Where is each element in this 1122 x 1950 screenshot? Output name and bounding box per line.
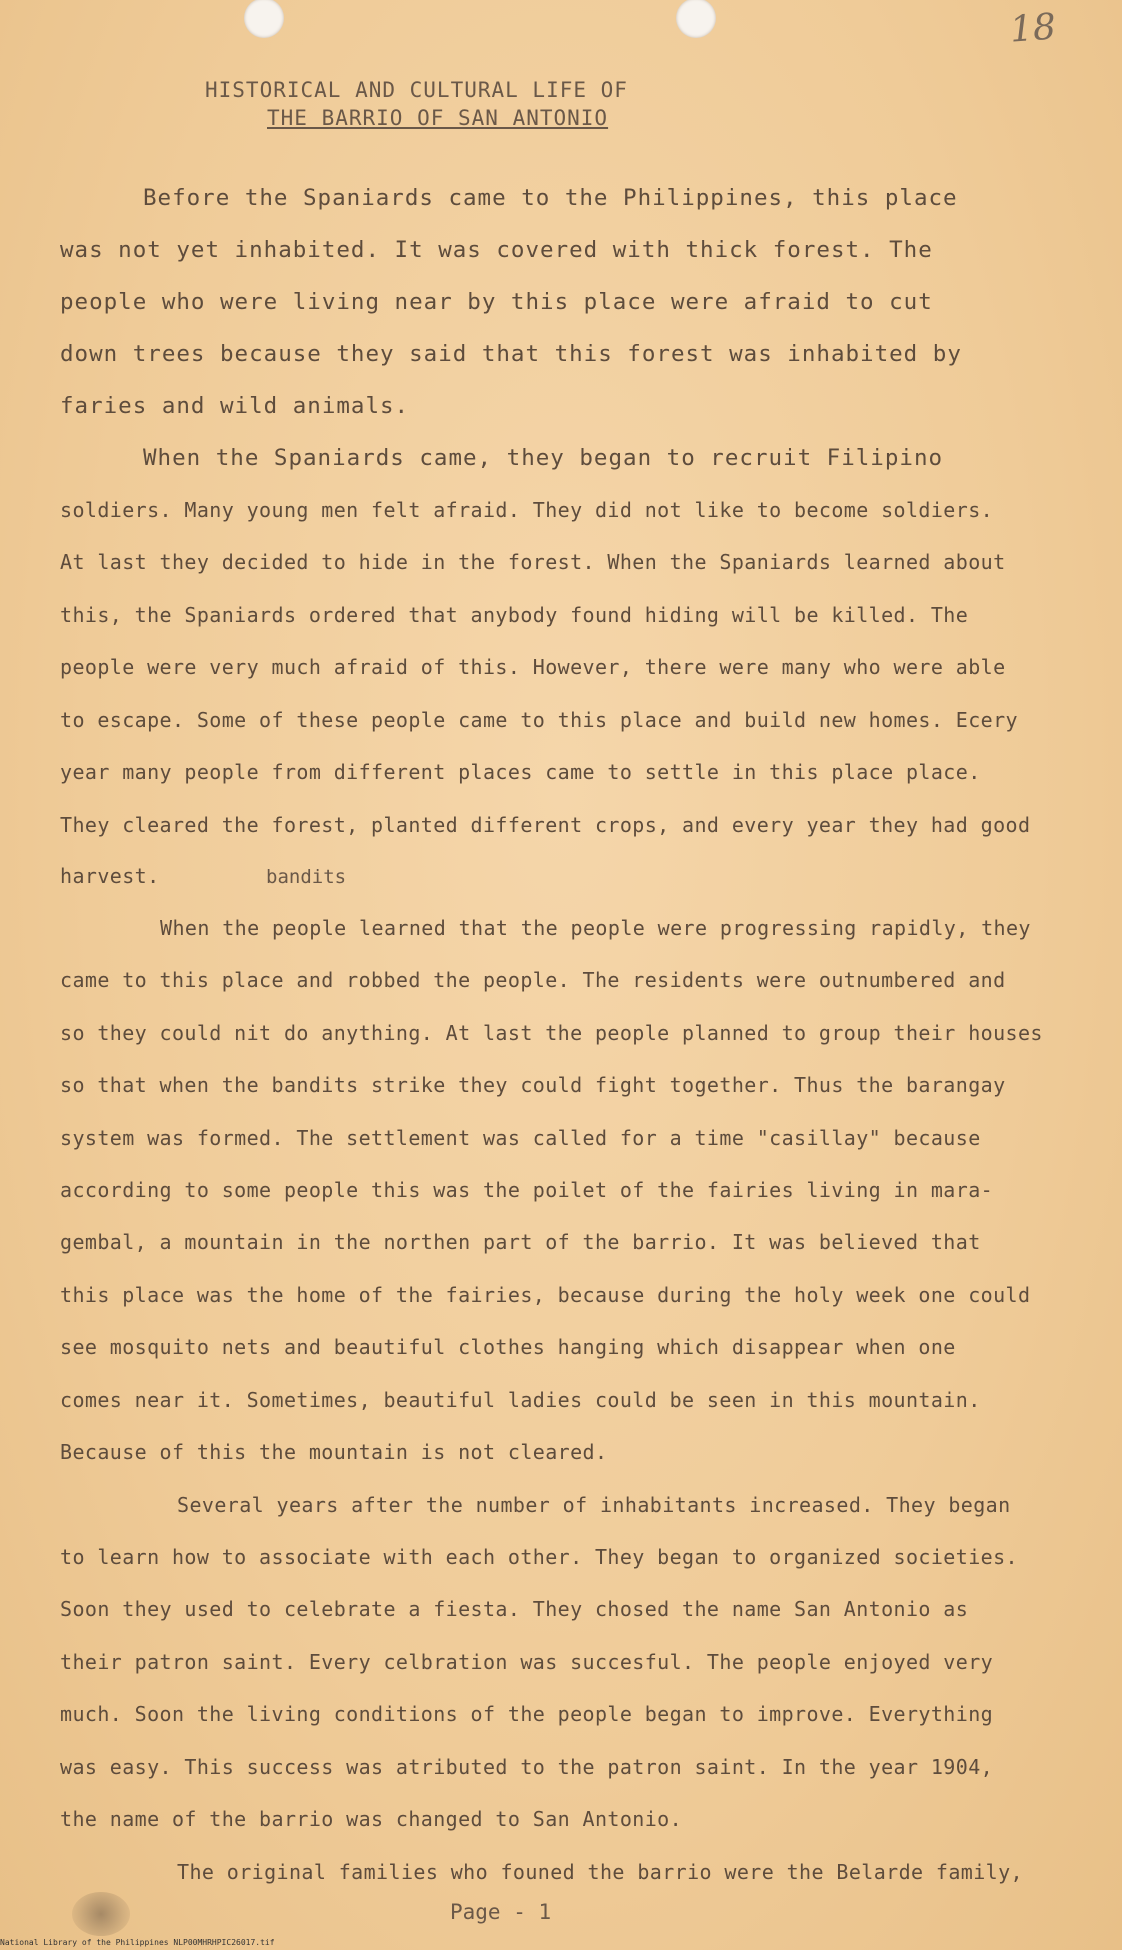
body-line: so that when the bandits strike they could fight together. Thus the barangay xyxy=(60,1073,1006,1097)
body-line: Because of this the mountain is not cleared. xyxy=(60,1440,608,1464)
punch-hole-right xyxy=(676,0,716,38)
body-line: Before the Spaniards came to the Philippines, this place xyxy=(143,185,958,211)
body-line: gembal, a mountain in the northen part of the barrio. It was believed that xyxy=(60,1230,981,1254)
title-line-1: HISTORICAL AND CULTURAL LIFE OF xyxy=(205,78,628,102)
ink-smudge xyxy=(72,1892,130,1936)
body-line: At last they decided to hide in the forest. When the Spaniards learned about xyxy=(60,550,1006,574)
body-line: When the people learned that the people were progressing rapidly, they xyxy=(160,916,1031,940)
body-line: much. Soon the living conditions of the people began to improve. Everything xyxy=(60,1702,994,1726)
body-line: people were very much afraid of this. However, there were many who were able xyxy=(60,655,1006,679)
body-line: the name of the barrio was changed to San Antonio. xyxy=(60,1807,683,1831)
body-line: When the Spaniards came, they began to recruit Filipino xyxy=(143,445,944,471)
body-line: faries and wild animals. xyxy=(60,393,410,419)
body-line: comes near it. Sometimes, beautiful ladies could be seen in this mountain. xyxy=(60,1388,981,1412)
body-line: was easy. This success was atributed to the patron saint. In the year 1904, xyxy=(60,1755,994,1779)
handwritten-page-number: 18 xyxy=(1008,6,1058,51)
body-line: was not yet inhabited. It was covered with thick forest. The xyxy=(60,237,933,263)
body-line: their patron saint. Every celbration was succesful. The people enjoyed very xyxy=(60,1650,994,1674)
body-line: system was formed. The settlement was called for a time "casillay" because xyxy=(60,1126,981,1150)
body-line: people who were living near by this place were afraid to cut xyxy=(60,289,933,315)
body-line: harvest. xyxy=(60,864,160,888)
page-footer: Page - 1 xyxy=(450,1900,552,1924)
body-line: see mosquito nets and beautiful clothes hanging which disappear when one xyxy=(60,1335,956,1359)
library-caption: National Library of the Philippines NLP00MHRHPIC26017.tif xyxy=(0,1938,275,1947)
body-line: to escape. Some of these people came to this place and build new homes. Ecery xyxy=(60,708,1018,732)
body-line: so they could nit do anything. At last the people planned to group their houses xyxy=(60,1021,1043,1045)
body-line: this, the Spaniards ordered that anybody found hiding will be killed. The xyxy=(60,603,969,627)
body-line: to learn how to associate with each other. They began to organized societies. xyxy=(60,1545,1018,1569)
body-line: The original families who founed the barrio were the Belarde family, xyxy=(177,1860,1023,1884)
body-line: year many people from different places came to settle in this place place. xyxy=(60,760,981,784)
title-line-2: THE BARRIO OF SAN ANTONIO xyxy=(267,106,609,130)
body-line: down trees because they said that this forest was inhabited by xyxy=(60,341,962,367)
body-line: according to some people this was the poilet of the fairies living in mara- xyxy=(60,1178,994,1202)
body-line: soldiers. Many young men felt afraid. They did not like to become soldiers. xyxy=(60,498,994,522)
interlinear-correction: bandits xyxy=(266,866,347,888)
punch-hole-left xyxy=(244,0,284,38)
body-line: They cleared the forest, planted different crops, and every year they had good xyxy=(60,813,1031,837)
body-line: Several years after the number of inhabitants increased. They began xyxy=(177,1493,1011,1517)
body-line: this place was the home of the fairies, because during the holy week one could xyxy=(60,1283,1031,1307)
body-line: Soon they used to celebrate a fiesta. They chosed the name San Antonio as xyxy=(60,1597,969,1621)
body-line: came to this place and robbed the people. The residents were outnumbered and xyxy=(60,968,1006,992)
